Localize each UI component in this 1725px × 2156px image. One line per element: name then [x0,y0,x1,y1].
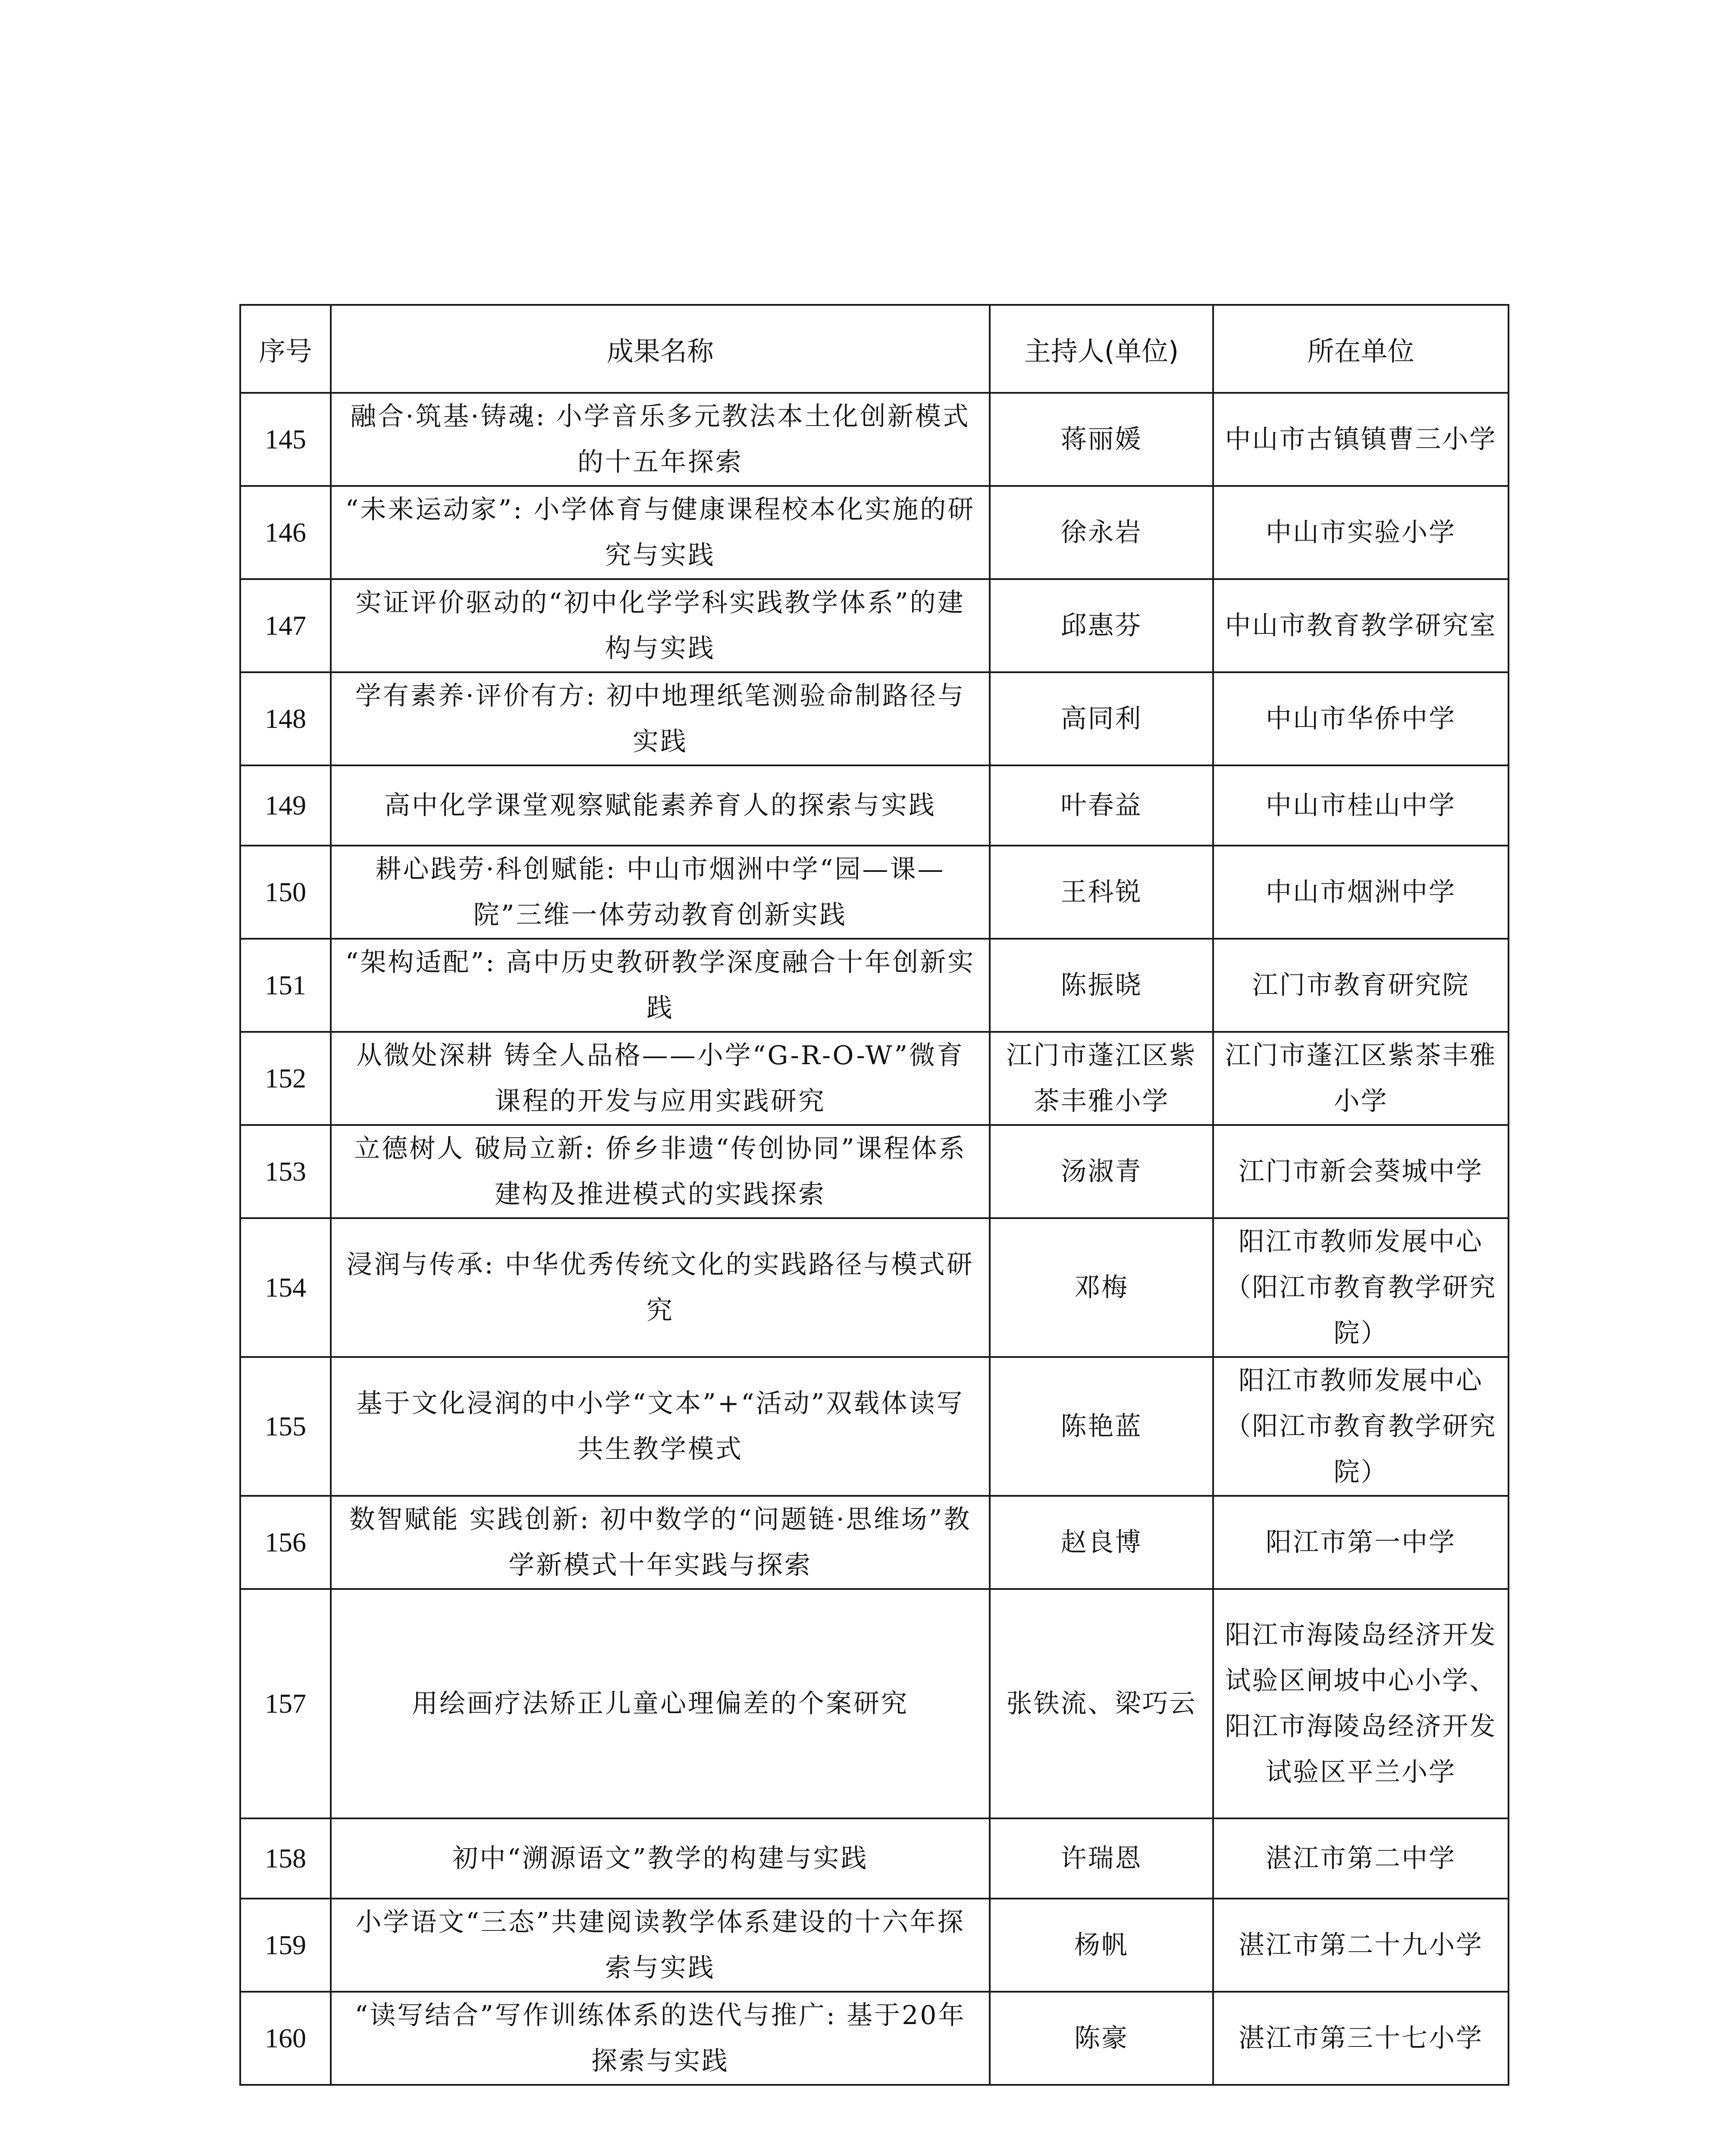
row-unit: 阳江市教师发展中心（阳江市教育教学研究院） [1213,1357,1509,1496]
row-title: 高中化学课堂观察赋能素养育人的探索与实践 [331,765,990,846]
row-num: 160 [240,1992,331,2085]
row-num: 151 [240,939,331,1032]
row-title: 从微处深耕 铸全人品格——小学“G-R-O-W”微育课程的开发与应用实践研究 [331,1032,990,1125]
table-row [240,1496,1509,1589]
row-host: 张铁流、梁巧云 [990,1589,1213,1818]
row-unit: 阳江市第一中学 [1213,1496,1509,1589]
header-host: 主持人(单位) [990,305,1213,393]
row-unit: 江门市教育研究院 [1213,939,1509,1032]
row-num: 159 [240,1899,331,1992]
table-row [240,939,1509,1032]
header-unit: 所在单位 [1213,305,1509,393]
row-host: 王科锐 [990,846,1213,939]
row-host: 汤淑青 [990,1125,1213,1218]
row-title: 立德树人 破局立新: 侨乡非遗“传创协同”课程体系建构及推进模式的实践探索 [331,1125,990,1218]
row-title: 小学语文“三态”共建阅读教学体系建设的十六年探索与实践 [331,1899,990,1992]
table-row [240,1357,1509,1496]
row-host: 陈艳蓝 [990,1357,1213,1496]
row-unit: 江门市新会葵城中学 [1213,1125,1509,1218]
row-host: 邓梅 [990,1218,1213,1357]
row-num: 146 [240,486,331,579]
row-num: 150 [240,846,331,939]
row-unit: 阳江市海陵岛经济开发试验区闸坡中心小学、阳江市海陵岛经济开发试验区平兰小学 [1213,1589,1509,1818]
row-host: 赵良博 [990,1496,1213,1589]
table-header-row [240,305,1509,393]
row-unit: 湛江市第二中学 [1213,1818,1509,1899]
row-unit: 中山市实验小学 [1213,486,1509,579]
table-row [240,1218,1509,1357]
table-row [240,1899,1509,1992]
row-unit: 中山市烟洲中学 [1213,846,1509,939]
table-row [240,1125,1509,1218]
header-num: 序号 [240,305,331,393]
row-num: 158 [240,1818,331,1899]
row-num: 153 [240,1125,331,1218]
row-unit: 阳江市教师发展中心（阳江市教育教学研究院） [1213,1218,1509,1357]
row-unit: 中山市桂山中学 [1213,765,1509,846]
row-num: 157 [240,1589,331,1818]
table-row [240,672,1509,765]
row-title: 实证评价驱动的“初中化学学科实践教学体系”的建构与实践 [331,579,990,672]
header-title: 成果名称 [331,305,990,393]
row-host: 许瑞恩 [990,1818,1213,1899]
row-unit: 湛江市第三十七小学 [1213,1992,1509,2085]
row-title: 耕心践劳·科创赋能: 中山市烟洲中学“园—课—院”三维一体劳动教育创新实践 [331,846,990,939]
row-title: 初中“溯源语文”教学的构建与实践 [331,1818,990,1899]
table-row [240,1589,1509,1818]
row-title: “未来运动家”: 小学体育与健康课程校本化实施的研究与实践 [331,486,990,579]
table-row [240,765,1509,846]
row-num: 152 [240,1032,331,1125]
row-num: 155 [240,1357,331,1496]
row-host: 高同利 [990,672,1213,765]
row-host: 徐永岩 [990,486,1213,579]
row-title: “读写结合”写作训练体系的迭代与推广: 基于20年探索与实践 [331,1992,990,2085]
row-host: 陈振晓 [990,939,1213,1032]
row-host: 蒋丽媛 [990,393,1213,486]
table-row [240,1032,1509,1125]
row-unit: 湛江市第二十九小学 [1213,1899,1509,1992]
row-num: 154 [240,1218,331,1357]
table-row [240,1992,1509,2085]
table-row [240,846,1509,939]
row-num: 148 [240,672,331,765]
row-title: 基于文化浸润的中小学“文本”+“活动”双载体读写共生教学模式 [331,1357,990,1496]
row-title: 浸润与传承: 中华优秀传统文化的实践路径与模式研究 [331,1218,990,1357]
row-title: “架构适配”: 高中历史教研教学深度融合十年创新实践 [331,939,990,1032]
row-host: 江门市蓬江区紫茶丰雅小学 [990,1032,1213,1125]
row-num: 147 [240,579,331,672]
achievements-table [239,304,1509,2086]
row-num: 156 [240,1496,331,1589]
row-num: 145 [240,393,331,486]
row-num: 149 [240,765,331,846]
table-row [240,486,1509,579]
row-unit: 中山市教育教学研究室 [1213,579,1509,672]
row-title: 融合·筑基·铸魂: 小学音乐多元教法本土化创新模式的十五年探索 [331,393,990,486]
row-unit: 中山市古镇镇曹三小学 [1213,393,1509,486]
table-row [240,393,1509,486]
row-unit: 江门市蓬江区紫茶丰雅小学 [1213,1032,1509,1125]
table-row [240,1818,1509,1899]
row-title: 学有素养·评价有方: 初中地理纸笔测验命制路径与实践 [331,672,990,765]
row-host: 杨帆 [990,1899,1213,1992]
row-unit: 中山市华侨中学 [1213,672,1509,765]
table-row [240,579,1509,672]
row-title: 用绘画疗法矫正儿童心理偏差的个案研究 [331,1589,990,1818]
row-host: 陈豪 [990,1992,1213,2085]
row-host: 邱惠芬 [990,579,1213,672]
row-title: 数智赋能 实践创新: 初中数学的“问题链·思维场”教学新模式十年实践与探索 [331,1496,990,1589]
row-host: 叶春益 [990,765,1213,846]
